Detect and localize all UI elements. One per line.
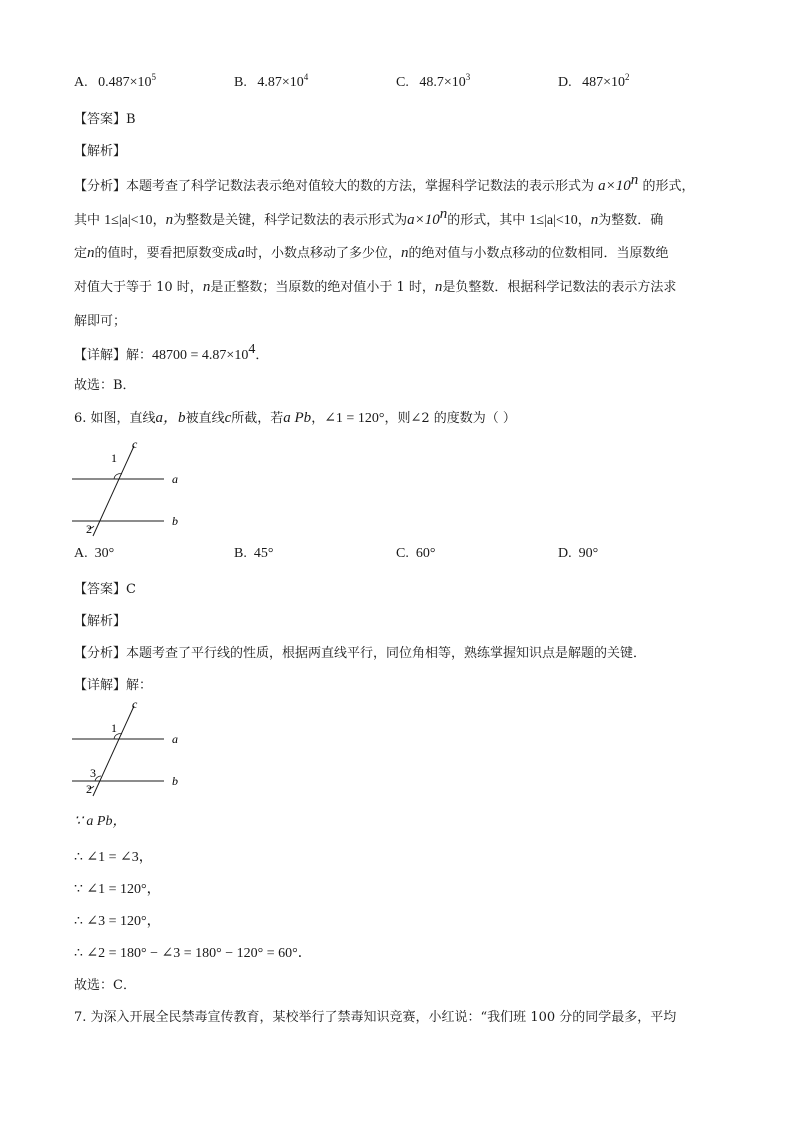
figure-1 (66, 436, 196, 544)
option-b: B. $4.87\times 10^4$ (234, 72, 309, 90)
fenxi-line-1: 【分析】本题考查了科学记数法表示绝对值较大的数的方法，掌握科学记数法的表示形式为 $a\times 10^n$ 的形式， (74, 172, 695, 194)
jiexi-label: 【解析】 (74, 144, 127, 159)
label-c: c (132, 437, 138, 451)
guxuan-q6: 故选：C． (74, 978, 136, 993)
q6-option-b: B. 45° (234, 546, 274, 561)
step-4: ∴ ∠3 = 120°， (74, 914, 161, 929)
answer-label: 【答案】 (74, 112, 127, 127)
answer-line (74, 108, 136, 127)
q6-xiangjie-line: 【详解】解： (74, 678, 153, 693)
q6-fenxi-line: 【分析】本题考查了平行线的性质，根据两直线平行，同位角相等，熟练掌握知识点是解题的关键． (74, 646, 647, 661)
fenxi-line-2: 其中 1≤|a|<10，n为整数是关键，科学记数法的表示形式为$a\times 10^n$的形式，其中 1≤|a|<10，n为整数．确 (74, 206, 664, 228)
step-5: ∴ ∠2 = 180° − ∠3 = 180° − 120° = 60°． (74, 946, 312, 961)
guxuan-q5: 故选：B． (74, 378, 136, 393)
label-b: b (172, 514, 178, 528)
option-a: A. $0.487\times 10^5$ (74, 72, 157, 90)
q6-stem: 6. 如图，直线a，b被直线c所截，若a Pb，∠1 = 120°，则∠2 的度数为（ ） (74, 410, 516, 426)
option-d: D. $487\times 10^2$ (558, 72, 630, 90)
q6-option-a: A. 30° (74, 546, 115, 561)
label-a: a (172, 472, 178, 486)
q6-option-d: D. 90° (558, 546, 599, 561)
parallel-lines-figure-2 (66, 696, 196, 800)
label-1: 1 (111, 721, 117, 735)
label-b: b (172, 774, 178, 788)
parallel-lines-figure-1 (66, 436, 196, 540)
label-1: 1 (111, 451, 117, 465)
line-c (93, 706, 134, 796)
xiangjie-line: 【详解】解：$48700 = 4.87\times 10^4$． (74, 342, 269, 363)
step-2: ∴ ∠1 = ∠3， (74, 850, 153, 865)
answer-value: B (126, 112, 136, 127)
answer-label: 【答案】 (74, 582, 127, 597)
q6-jiexi-label: 【解析】 (74, 614, 127, 629)
figure-2 (66, 696, 196, 804)
step-1: ∵ a Pb， (74, 814, 127, 829)
label-a: a (172, 732, 178, 746)
step-3: ∵ ∠1 = 120°， (74, 882, 161, 897)
q6-answer-line (74, 578, 136, 597)
option-c: C. $48.7\times 10^3$ (396, 72, 471, 90)
label-3: 3 (90, 766, 96, 780)
fenxi-line-3: 定n的值时，要看把原数变成a时，小数点移动了多少位，n的绝对值与小数点移动的位数相同．当原数绝 (74, 245, 669, 261)
fenxi-line-5: 解即可； (74, 314, 127, 329)
fenxi-line-4: 对值大于等于 10 时，n是正整数；当原数的绝对值小于 1 时，n是负整数．根据科学记数法的表示方法求 (74, 279, 677, 295)
label-2: 2 (86, 782, 92, 796)
answer-value: C (126, 582, 136, 597)
label-c: c (132, 697, 138, 711)
q6-option-c: C. 60° (396, 546, 436, 561)
label-2: 2 (86, 522, 92, 536)
q7-stem: 7. 为深入开展全民禁毒宣传教育，某校举行了禁毒知识竞赛，小红说：“我们班 100 分的同学最多，平均 (74, 1010, 677, 1025)
